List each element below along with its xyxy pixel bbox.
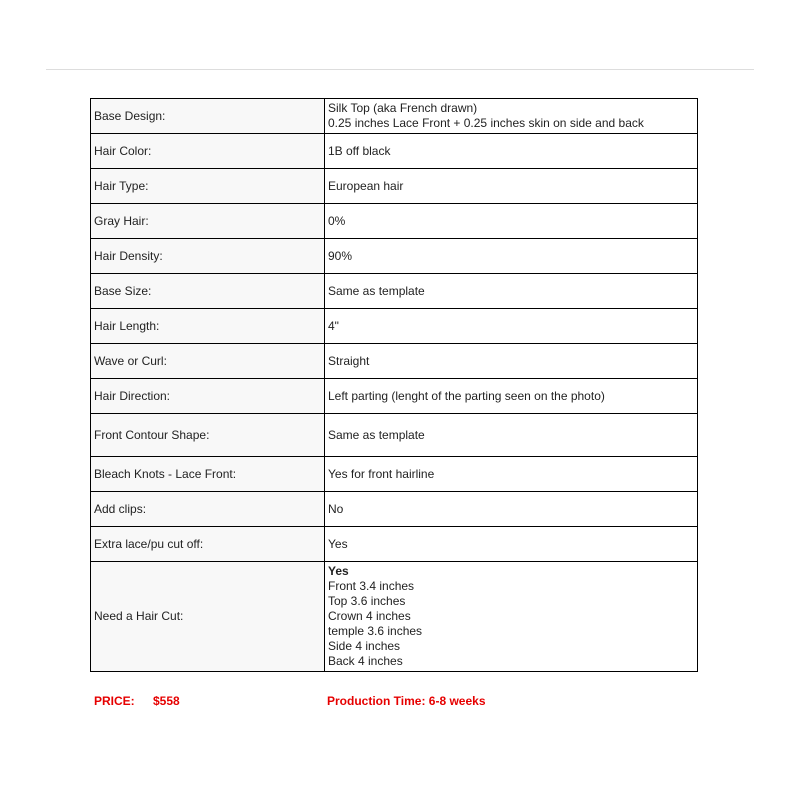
spec-label: Hair Length: (91, 309, 325, 344)
spec-value-line: Back 4 inches (328, 654, 403, 668)
spec-value: Yes (325, 527, 698, 562)
footer-summary (0, 694, 800, 714)
spec-label: Front Contour Shape: (91, 414, 325, 457)
spec-value: Left parting (lenght of the parting seen on the photo) (325, 379, 698, 414)
spec-label: Hair Direction: (91, 379, 325, 414)
spec-row (91, 492, 698, 527)
spec-label: Base Design: (91, 99, 325, 134)
spec-value (325, 562, 698, 672)
spec-label: Bleach Knots - Lace Front: (91, 457, 325, 492)
spec-label: Need a Hair Cut: (91, 562, 325, 672)
spec-value: Yes for front hairline (325, 457, 698, 492)
spec-label: Base Size: (91, 274, 325, 309)
spec-value: Same as template (325, 274, 698, 309)
spec-value-line: Silk Top (aka French drawn) (328, 101, 478, 115)
spec-row (91, 204, 698, 239)
spec-row (91, 562, 698, 672)
spec-value (325, 99, 698, 134)
spec-value: 0% (325, 204, 698, 239)
spec-value-line: Top 3.6 inches (328, 594, 406, 608)
spec-row (91, 274, 698, 309)
spec-value: Straight (325, 344, 698, 379)
spec-row (91, 239, 698, 274)
spec-label: Gray Hair: (91, 204, 325, 239)
spec-row (91, 527, 698, 562)
spec-label: Hair Color: (91, 134, 325, 169)
spec-row (91, 379, 698, 414)
spec-value: Same as template (325, 414, 698, 457)
spec-row (91, 99, 698, 134)
specs-table-body (91, 99, 698, 672)
spec-value-heading: Yes (328, 564, 349, 578)
spec-value-line: Crown 4 inches (328, 609, 411, 623)
spec-value: No (325, 492, 698, 527)
spec-row (91, 134, 698, 169)
spec-value-line: temple 3.6 inches (328, 624, 423, 638)
spec-value: 90% (325, 239, 698, 274)
spec-value-line: Front 3.4 inches (328, 579, 415, 593)
spec-row (91, 457, 698, 492)
spec-label: Hair Type: (91, 169, 325, 204)
specs-table (90, 98, 698, 672)
spec-label: Hair Density: (91, 239, 325, 274)
spec-label: Extra lace/pu cut off: (91, 527, 325, 562)
spec-row (91, 414, 698, 457)
spec-label: Add clips: (91, 492, 325, 527)
spec-label: Wave or Curl: (91, 344, 325, 379)
spec-row (91, 344, 698, 379)
spec-value-line: 0.25 inches Lace Front + 0.25 inches skin on side and back (328, 116, 644, 130)
top-divider (46, 69, 754, 70)
spec-value: 4" (325, 309, 698, 344)
spec-row (91, 309, 698, 344)
spec-value: 1B off black (325, 134, 698, 169)
spec-row (91, 169, 698, 204)
price-label: PRICE: (94, 694, 135, 708)
price-value: $558 (153, 694, 180, 708)
spec-value-line: Side 4 inches (328, 639, 401, 653)
production-time: Production Time: 6-8 weeks (327, 694, 486, 708)
spec-value: European hair (325, 169, 698, 204)
